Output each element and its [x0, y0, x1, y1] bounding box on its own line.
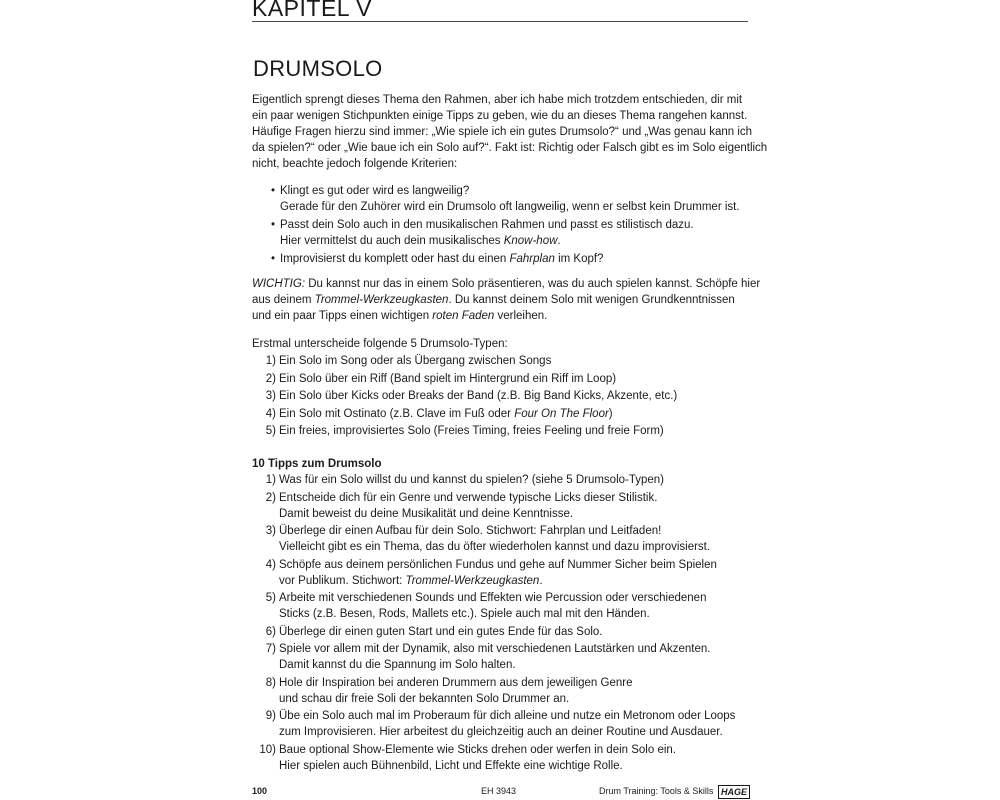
edition-code: EH 3943 — [481, 786, 517, 796]
chapter-divider — [252, 21, 748, 22]
page-title: DRUMSOLO — [253, 56, 383, 81]
list-item: • Klingt es gut oder wird es langweilig? Gerade für den Zuhörer wird ein Drumsolo oft langweilig, wenn er selbst kein Drummer ist. — [271, 185, 740, 213]
list-item: 5) Ein freies, improvisiertes Solo (Freies Timing, freies Feeling und freie Form) — [265, 425, 664, 437]
list-item: 1) Ein Solo im Song oder als Übergang zwischen Songs — [265, 355, 552, 367]
page-footer — [252, 785, 748, 799]
intro-line: Häufige Fragen hierzu sind immer: „Wie spiele ich ein gutes Drumsolo?“ und „Was genau kann ich — [252, 126, 753, 138]
intro-line: nicht, beachte jedoch folgende Kriterien: — [252, 158, 458, 170]
intro-line: da spielen?“ oder „Wie baue ich ein Solo auf?“. Fakt ist: Richtig oder Falsch gibt es im Solo eigentlich — [252, 142, 768, 154]
warning-paragraph: WICHTIG: Du kannst nur das in einem Solo präsentieren, was du auch spielen kannst. Schöpfe hier aus deinem Trommel-Werkzeugkasten. Du kannst deinem Solo mit wenigen Grundkenntnissen und ein paar Tipps einen wichtigen roten Faden verleihen. — [252, 278, 761, 322]
list-item: • Improvisierst du komplett oder hast du einen Fahrplan im Kopf? — [271, 253, 604, 265]
chapter-heading: KAPITEL V — [252, 0, 372, 21]
bullet-icon: • — [271, 253, 276, 265]
list-item: 9) Übe ein Solo auch mal im Proberaum für dich alleine und nutze ein Metronom oder Loops zum Improvisieren. Hier arbeitest du gleichzeitig auch an deiner Routine und Ausdauer. — [265, 710, 736, 738]
list-item: • Passt dein Solo auch in den musikalischen Rahmen und passt es stilistisch dazu. Hier vermittelst du auch dein musikalisches Know-how. — [271, 219, 694, 247]
list-item: 2) Entscheide dich für ein Genre und verwende typische Licks dieser Stilistik. Damit beweist du deine Musikalität und deine Kenntnisse. — [265, 491, 658, 520]
tips-list — [252, 472, 748, 774]
bullet-icon: • — [271, 219, 276, 231]
book-title: Drum Training: Tools & Skills — [599, 786, 714, 796]
list-item: 7) Spiele vor allem mit der Dynamik, also mit verschiedenen Lautstärken und Akzenten. Damit kannst du die Spannung im Solo halten. — [265, 643, 711, 671]
intro-paragraph — [252, 92, 768, 172]
list-item: 8) Hole dir Inspiration bei anderen Drummern aus dem jeweiligen Genre und schau dir freie Soli der bekannten Solo Drummer an. — [265, 676, 633, 705]
criteria-list — [252, 183, 748, 269]
list-item: 5) Arbeite mit verschiedenen Sounds und Effekten wie Percussion oder verschiedenen Sticks (z.B. Besen, Rods, Mallets etc.). Spiele auch mal mit den Händen. — [265, 592, 707, 620]
list-item: 4) Schöpfe aus deinem persönlichen Fundus und gehe auf Nummer Sicher beim Spielen vor Publikum. Stichwort: Trommel-Werkzeugkasten. — [265, 558, 717, 587]
warning-label: WICHTIG: — [252, 278, 306, 290]
list-item: 6) Überlege dir einen guten Start und ein gutes Ende für das Solo. — [265, 625, 603, 638]
solo-types-list — [252, 353, 748, 439]
list-item: 3) Überlege dir einen Aufbau für dein Solo. Stichwort: Fahrplan und Leitfaden! Vielleicht gibt es ein Thema, das du öfter wiederholen kannst und dazu improvisierst. — [265, 525, 711, 553]
types-intro: Erstmal unterscheide folgende 5 Drumsolo-Typen: — [252, 338, 508, 350]
intro-line: ein paar wenigen Stichpunkten einige Tipps zu geben, wie du an dieses Thema rangehen kannst. — [252, 110, 748, 122]
list-item: 10) Baue optional Show-Elemente wie Sticks drehen oder werfen in dein Solo ein. Hier spielen auch Bühnenbild, Licht und Effekte eine wichtige Rolle. — [259, 743, 676, 772]
bullet-icon: • — [271, 185, 276, 197]
page-number: 100 — [252, 786, 268, 796]
list-item: 1) Was für ein Solo willst du und kannst du spielen? (siehe 5 Drumsolo-Typen) — [265, 474, 665, 486]
publisher-logo: HAGE — [718, 785, 750, 799]
list-item: 3) Ein Solo über Kicks oder Breaks der Band (z.B. Big Band Kicks, Akzente, etc.) — [265, 390, 678, 402]
intro-line: Eigentlich sprengt dieses Thema den Rahmen, aber ich habe mich trotzdem entschieden, dir mit — [252, 94, 743, 106]
list-item: 2) Ein Solo über ein Riff (Band spielt im Hintergrund ein Riff im Loop) — [265, 372, 617, 385]
tips-heading: 10 Tipps zum Drumsolo — [252, 458, 382, 470]
list-item: 4) Ein Solo mit Ostinato (z.B. Clave im Fuß oder Four On The Floor) — [265, 407, 613, 420]
